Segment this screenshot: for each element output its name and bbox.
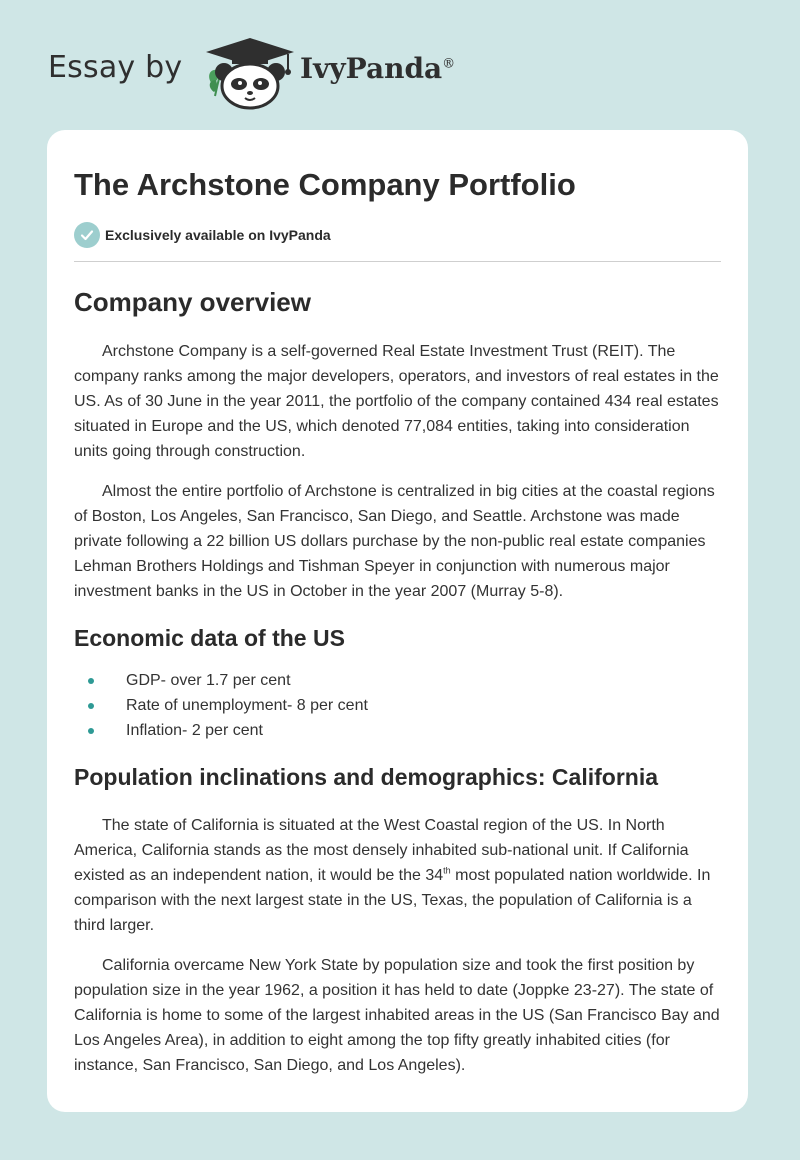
bullet-icon — [88, 703, 94, 709]
paragraph-1: Archstone Company is a self-governed Real Estate Investment Trust (REIT). The company ranks among the major developers, operators, and investors of real estates in the US. As of 30 June in the year 2011, the portfolio of the company contained 434 real estates situated in Europe and the US, which denoted 77,084 entities, taking into consideration units going through construction. — [74, 343, 719, 460]
brand-prefix: Essay by — [48, 50, 183, 85]
section-heading-economic-data: Economic data of the US — [74, 625, 345, 651]
registered-mark: ® — [442, 56, 456, 72]
paragraph-3: The state of California is situated at the West Coastal region of the US. In North America, California stands as the most densely inhabited sub-national unit. If California existed as an independent nation, it would be the 34th most populated nation worldwide. In comparison with the next largest state in the US, Texas, the population of California is a third larger. — [74, 817, 711, 934]
ordinal-suffix: th — [443, 865, 451, 876]
list-item: GDP- over 1.7 per cent — [74, 668, 721, 693]
paragraph-2: Almost the entire portfolio of Archstone is centralized in big cities at the coastal regions of Boston, Los Angeles, San Francisco, San Diego, and Seattle. Archstone was made private following a 22 billion US dollars purchase by the non-public real estate companies Lehman Brothers Holdings and Tishman Speyer in conjunction with numerous major investment banks in the US in October in the year 2007 (Murray 5-8). — [74, 483, 715, 600]
section-heading-company-overview: Company overview — [74, 287, 311, 317]
brand-name[interactable]: IvyPanda® — [300, 52, 456, 85]
site-header — [0, 0, 800, 130]
bullet-icon — [88, 678, 94, 684]
economic-data-list — [74, 668, 721, 743]
badge-text: Exclusively available on IvyPanda — [105, 227, 331, 243]
list-item: Inflation- 2 per cent — [74, 718, 721, 743]
article-card — [47, 130, 748, 1112]
divider — [74, 261, 721, 262]
exclusive-badge — [74, 222, 721, 248]
section-heading-population: Population inclinations and demographics: California — [74, 764, 658, 790]
paragraph-4: California overcame New York State by population size and took the first position by population size in the year 1962, a position it has held to date (Joppke 23-27). The state of California is home to some of the largest inhabited areas in the US (San Francisco Bay and Los Angeles Area), in addition to eight among the top fifty greatly inhabited cities (for instance, San Francisco, San Diego, and Los Angeles). — [74, 957, 720, 1074]
bullet-icon — [88, 728, 94, 734]
panda-graduate-icon[interactable] — [202, 36, 298, 110]
list-item: Rate of unemployment- 8 per cent — [74, 693, 721, 718]
check-icon — [74, 222, 100, 248]
article-title: The Archstone Company Portfolio — [74, 167, 576, 202]
